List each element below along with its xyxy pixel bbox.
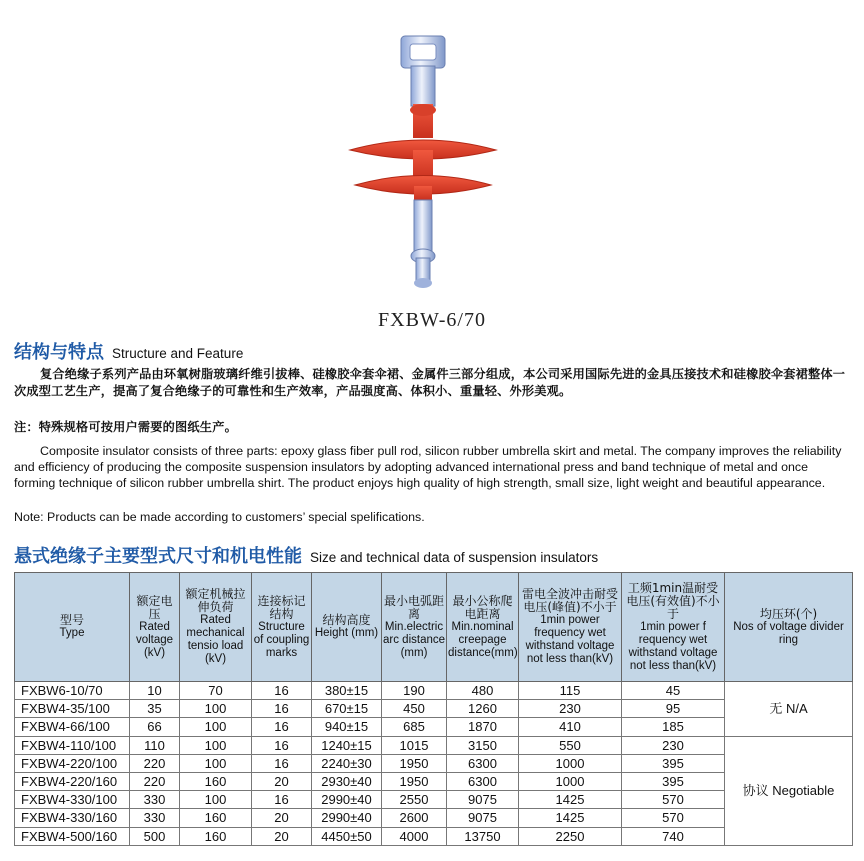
table-cell: 500 bbox=[130, 827, 180, 845]
table-cell: 1015 bbox=[382, 736, 447, 754]
table-cell: 160 bbox=[180, 772, 252, 790]
table-cell: 480 bbox=[447, 682, 519, 700]
table-cell: 100 bbox=[180, 754, 252, 772]
table-cell: 940±15 bbox=[312, 718, 382, 736]
table-cell: 20 bbox=[252, 809, 312, 827]
table-cell: 16 bbox=[252, 682, 312, 700]
note-en: Note: Products can be made according to customers’ special spelifications. bbox=[14, 510, 425, 524]
header-arc-distance: 最小电弧距离 Min.electric arc distance (mm) bbox=[382, 573, 447, 682]
table-cell: 220 bbox=[130, 754, 180, 772]
section-heading-structure bbox=[14, 338, 243, 364]
table-title-en: Size and technical data of suspension insulators bbox=[310, 550, 599, 565]
table-cell: 330 bbox=[130, 791, 180, 809]
table-cell: 2930±40 bbox=[312, 772, 382, 790]
table-cell: 2550 bbox=[382, 791, 447, 809]
product-caption: FXBW-6/70 bbox=[378, 309, 486, 331]
header-type: 型号 Type bbox=[15, 573, 130, 682]
table-cell: 16 bbox=[252, 718, 312, 736]
table-cell: 100 bbox=[180, 718, 252, 736]
table-cell: 16 bbox=[252, 791, 312, 809]
table-cell: 160 bbox=[180, 809, 252, 827]
table-cell: 6300 bbox=[447, 772, 519, 790]
table-cell: 410 bbox=[519, 718, 622, 736]
table-cell: 4450±50 bbox=[312, 827, 382, 845]
table-cell: 1000 bbox=[519, 772, 622, 790]
table-cell: 45 bbox=[622, 682, 725, 700]
table-cell: 2990±40 bbox=[312, 791, 382, 809]
header-height: 结构高度 Height (mm) bbox=[312, 573, 382, 682]
table-cell: 570 bbox=[622, 809, 725, 827]
table-cell: 230 bbox=[622, 736, 725, 754]
table-cell: 740 bbox=[622, 827, 725, 845]
table-cell: 70 bbox=[180, 682, 252, 700]
table-row bbox=[15, 682, 853, 700]
cell-type: FXBW4-220/100 bbox=[15, 754, 130, 772]
table-cell: 115 bbox=[519, 682, 622, 700]
section-title-en: Structure and Feature bbox=[112, 346, 244, 361]
insulator-illustration bbox=[0, 0, 864, 300]
table-cell: 220 bbox=[130, 772, 180, 790]
cell-type: FXBW4-66/100 bbox=[15, 718, 130, 736]
table-cell: 9075 bbox=[447, 791, 519, 809]
table-cell: 2990±40 bbox=[312, 809, 382, 827]
ring-group-na: 无 N/A bbox=[725, 682, 853, 737]
table-cell: 190 bbox=[382, 682, 447, 700]
cell-type: FXBW4-220/160 bbox=[15, 772, 130, 790]
table-cell: 670±15 bbox=[312, 700, 382, 718]
header-power-frequency: 工频1min温耐受电压(有效值)不小于 1min power f requency wet withstand voltage not less than(kV) bbox=[622, 573, 725, 682]
table-cell: 1425 bbox=[519, 791, 622, 809]
cell-type: FXBW4-110/100 bbox=[15, 736, 130, 754]
table-cell: 1260 bbox=[447, 700, 519, 718]
table-cell: 685 bbox=[382, 718, 447, 736]
section-heading-table bbox=[14, 542, 598, 568]
cell-type: FXBW4-330/100 bbox=[15, 791, 130, 809]
table-cell: 185 bbox=[622, 718, 725, 736]
header-coupling-marks: 连接标记结构 Structure of coupling marks bbox=[252, 573, 312, 682]
description-en: Composite insulator consists of three parts: epoxy glass fiber pull rod, silicon rubber umbrella skirt and metal. The company improves the reliability and efficiency of producing the composite suspension insulators by adopting advanced international press and band technique of metal and once forming technique of silicon rubber umbrella shirt. The product enjoys high quality of high strength, small size, light weight and beautiful appearance. bbox=[14, 444, 842, 490]
table-cell: 1950 bbox=[382, 754, 447, 772]
table-cell: 380±15 bbox=[312, 682, 382, 700]
cell-type: FXBW4-500/160 bbox=[15, 827, 130, 845]
table-cell: 10 bbox=[130, 682, 180, 700]
table-row bbox=[15, 736, 853, 754]
table-cell: 570 bbox=[622, 791, 725, 809]
table-cell: 330 bbox=[130, 809, 180, 827]
table-cell: 20 bbox=[252, 827, 312, 845]
table-title-zh: 悬式绝缘子主要型式尺寸和机电性能 bbox=[14, 546, 302, 567]
table-cell: 16 bbox=[252, 736, 312, 754]
table-cell: 550 bbox=[519, 736, 622, 754]
header-mechanical-load: 额定机械拉伸负荷 Rated mechanical tensio load (kV) bbox=[180, 573, 252, 682]
cell-type: FXBW4-35/100 bbox=[15, 700, 130, 718]
cell-type: FXBW6-10/70 bbox=[15, 682, 130, 700]
table-cell: 2250 bbox=[519, 827, 622, 845]
table-cell: 4000 bbox=[382, 827, 447, 845]
table-cell: 230 bbox=[519, 700, 622, 718]
header-creepage: 最小公称爬电距离 Min.nominal creepage distance(mm) bbox=[447, 573, 519, 682]
table-cell: 6300 bbox=[447, 754, 519, 772]
table-cell: 16 bbox=[252, 754, 312, 772]
cell-type: FXBW4-330/160 bbox=[15, 809, 130, 827]
table-cell: 100 bbox=[180, 791, 252, 809]
table-cell: 395 bbox=[622, 772, 725, 790]
header-impulse-voltage: 雷电全波冲击耐受电压(峰值)不小于 1min power frequency wet withstand voltage not less than(kV) bbox=[519, 573, 622, 682]
table-cell: 3150 bbox=[447, 736, 519, 754]
table-cell: 160 bbox=[180, 827, 252, 845]
table-cell: 20 bbox=[252, 772, 312, 790]
table-cell: 450 bbox=[382, 700, 447, 718]
table-cell: 35 bbox=[130, 700, 180, 718]
description-zh: 复合绝缘子系列产品由环氧树脂玻璃纤维引拔棒、硅橡胶伞套伞裙、金属件三部分组成，本公司采用国际先进的金具压接技术和硅橡胶伞套裙整体一次成型工艺生产，提高了复合绝缘子的可靠性和生产效率，产品强度高、体积小、重量轻、外形美观。 bbox=[14, 367, 846, 398]
table-cell: 1240±15 bbox=[312, 736, 382, 754]
table-cell: 2600 bbox=[382, 809, 447, 827]
table-cell: 1000 bbox=[519, 754, 622, 772]
table-cell: 110 bbox=[130, 736, 180, 754]
table-cell: 100 bbox=[180, 700, 252, 718]
table-cell: 16 bbox=[252, 700, 312, 718]
table-cell: 9075 bbox=[447, 809, 519, 827]
ring-group-negotiable: 协议 Negotiable bbox=[725, 736, 853, 845]
table-cell: 2240±30 bbox=[312, 754, 382, 772]
table-cell: 100 bbox=[180, 736, 252, 754]
section-title-zh: 结构与特点 bbox=[14, 342, 104, 363]
table-cell: 1425 bbox=[519, 809, 622, 827]
header-divider-ring: 均压环(个) Nos of voltage divider ring bbox=[725, 573, 853, 682]
table-cell: 13750 bbox=[447, 827, 519, 845]
table-cell: 1870 bbox=[447, 718, 519, 736]
spec-table bbox=[14, 572, 853, 846]
table-cell: 66 bbox=[130, 718, 180, 736]
table-cell: 95 bbox=[622, 700, 725, 718]
header-rated-voltage: 额定电压 Rated voltage (kV) bbox=[130, 573, 180, 682]
table-cell: 395 bbox=[622, 754, 725, 772]
note-zh: 注：特殊规格可按用户需要的图纸生产。 bbox=[14, 420, 237, 434]
table-cell: 1950 bbox=[382, 772, 447, 790]
